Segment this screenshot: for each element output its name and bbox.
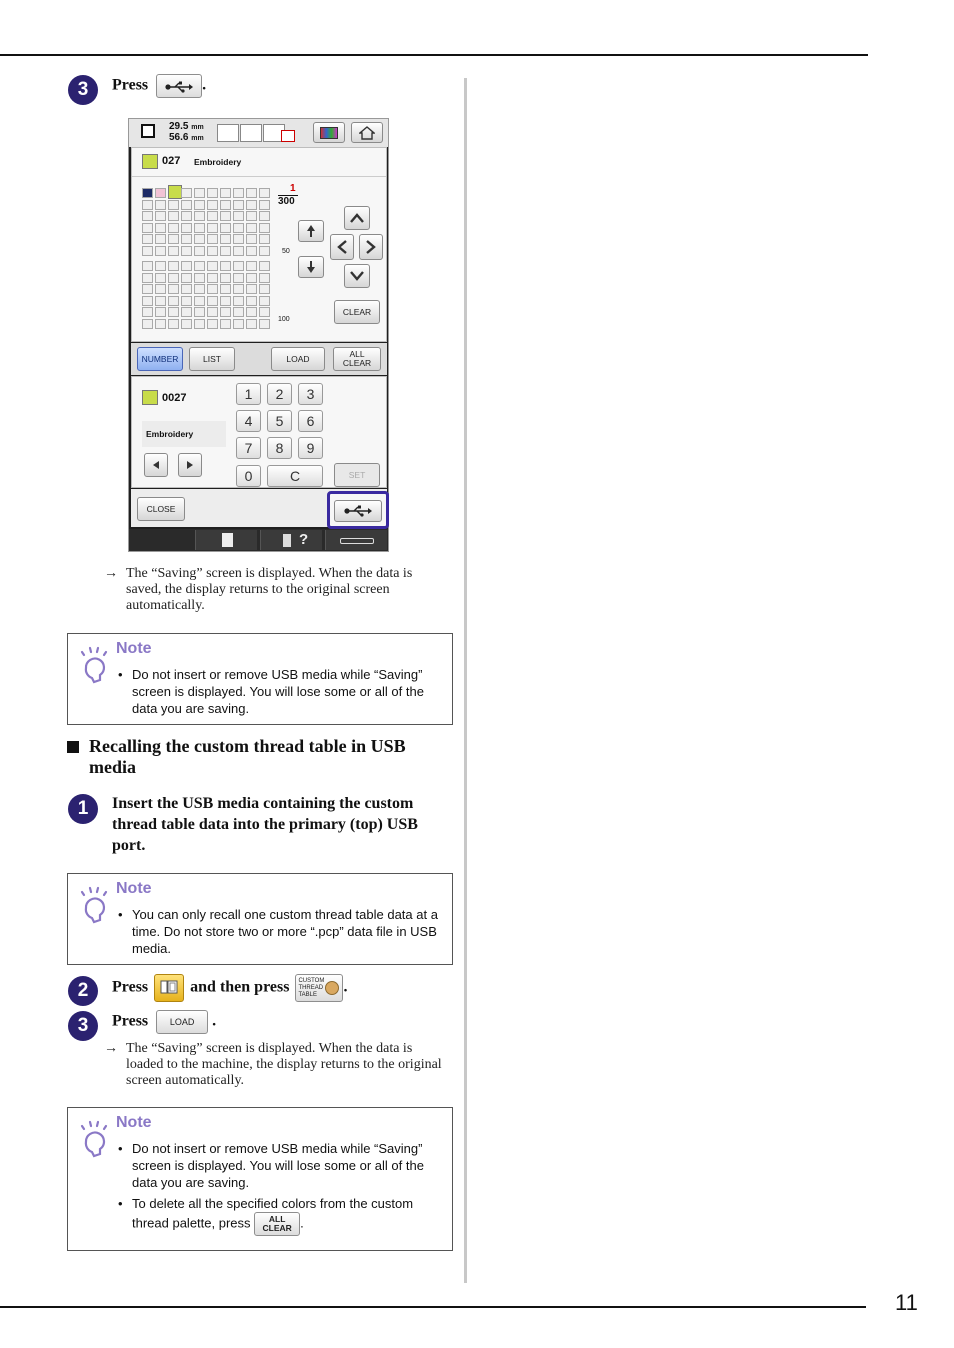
size-icon: [141, 124, 155, 138]
palette-cell[interactable]: [181, 319, 192, 329]
arrow-icon: →: [104, 1041, 118, 1056]
palette-cell[interactable]: [246, 284, 257, 294]
result-1: → The “Saving” screen is displayed. When the data is saved, the display returns to the original screen automatically.: [104, 566, 413, 613]
key-7[interactable]: 7: [236, 437, 261, 459]
palette-cell[interactable]: [181, 246, 192, 256]
tab-bar: [131, 343, 387, 375]
key-9[interactable]: 9: [298, 437, 323, 459]
palette-cell[interactable]: [168, 223, 179, 233]
color-code: 027: [162, 155, 181, 167]
palette-cell[interactable]: [142, 234, 153, 244]
palette-cell[interactable]: [168, 296, 179, 306]
step-2-badge: 2: [68, 976, 98, 1006]
palette-cell[interactable]: [259, 307, 270, 317]
all-clear-button[interactable]: ALL CLEAR: [333, 347, 381, 371]
note-list: [118, 906, 444, 961]
embroidery-icon: [320, 127, 338, 139]
header-rule: [0, 54, 868, 56]
palette-cell[interactable]: [194, 188, 205, 198]
brand-label: Embroidery: [194, 157, 242, 167]
help-icon[interactable]: ?: [260, 530, 322, 550]
palette-cell[interactable]: [233, 319, 244, 329]
screen-top-bar: [129, 119, 388, 147]
palette-cell[interactable]: [220, 261, 231, 271]
note-3: [67, 1107, 453, 1251]
palette-cell[interactable]: [207, 211, 218, 221]
key-8[interactable]: 8: [267, 437, 292, 459]
palette-cell[interactable]: [168, 185, 182, 199]
palette-cell[interactable]: [246, 211, 257, 221]
palette-cell[interactable]: [233, 296, 244, 306]
lightbulb-icon: [78, 646, 110, 686]
palette-cell[interactable]: [168, 200, 179, 210]
dim-height: 29.5 mm: [169, 121, 204, 132]
note-2: [67, 873, 453, 965]
palette-cell[interactable]: [194, 261, 205, 271]
palette-panel: [131, 147, 387, 342]
usb-button-inline: [156, 74, 202, 98]
home-button[interactable]: [351, 122, 383, 143]
palette-cell[interactable]: [168, 307, 179, 317]
palette-cell[interactable]: [220, 223, 231, 233]
embroidery-edit-button[interactable]: [313, 122, 345, 143]
palette-cell[interactable]: [259, 211, 270, 221]
palette-cell[interactable]: [194, 273, 205, 283]
palette-cell[interactable]: [220, 284, 231, 294]
palette-cell[interactable]: [142, 200, 153, 210]
key-0[interactable]: 0: [236, 465, 261, 487]
selected-color-swatch: [142, 154, 158, 169]
page-current: 1: [290, 183, 296, 194]
palette-cell[interactable]: [246, 188, 257, 198]
palette-cell[interactable]: [194, 200, 205, 210]
palette-cell[interactable]: [142, 223, 153, 233]
palette-cell[interactable]: [259, 223, 270, 233]
palette-cell[interactable]: [259, 261, 270, 271]
step-2-instruction: Press and then press CUSTOM THREAD TABLE .: [112, 974, 347, 1002]
page-down-icon: [306, 260, 316, 274]
key-2[interactable]: 2: [267, 383, 292, 405]
usb-icon: [164, 80, 194, 94]
step-3b-badge: 3: [68, 1011, 98, 1041]
entry-brand-field[interactable]: Embroidery: [142, 421, 226, 447]
palette-cell[interactable]: [207, 188, 218, 198]
note-title: Note: [116, 1114, 152, 1131]
palette-cell[interactable]: [155, 188, 166, 198]
palette-cell[interactable]: [155, 234, 166, 244]
presser-foot-icon[interactable]: [325, 530, 387, 550]
palette-cell[interactable]: [142, 246, 153, 256]
number-entry-panel: [131, 376, 387, 488]
entry-color-swatch: [142, 390, 158, 405]
palette-cell[interactable]: [142, 261, 153, 271]
page-down-button[interactable]: [298, 256, 324, 278]
thread-palette-grid[interactable]: [142, 188, 277, 333]
step-3-instruction: [112, 74, 206, 98]
chevron-down-icon: [349, 270, 365, 282]
palette-cell[interactable]: [207, 234, 218, 244]
palette-cell[interactable]: [207, 319, 218, 329]
press-label: Press: [112, 76, 149, 94]
note-list: [118, 666, 444, 721]
palette-cell[interactable]: [168, 234, 179, 244]
palette-cell[interactable]: [155, 261, 166, 271]
palette-cell[interactable]: [220, 273, 231, 283]
palette-cell[interactable]: [142, 273, 153, 283]
palette-cell[interactable]: [181, 284, 192, 294]
palette-cell[interactable]: [233, 200, 244, 210]
palette-cell[interactable]: [233, 307, 244, 317]
home-icon: [359, 126, 375, 140]
note-item: • Do not insert or remove USB media while “Saving” screen is displayed. You will lose some or all of the data you are saving.: [118, 666, 444, 717]
palette-cell[interactable]: [181, 223, 192, 233]
palette-cell[interactable]: [259, 246, 270, 256]
palette-cell[interactable]: [233, 223, 244, 233]
palette-cell[interactable]: [233, 234, 244, 244]
note-list: [118, 1140, 444, 1240]
cursor-down-button[interactable]: [344, 264, 370, 288]
palette-cell[interactable]: [194, 307, 205, 317]
cursor-up-button[interactable]: [344, 206, 370, 230]
step-3b-instruction: Press LOAD .: [112, 1010, 216, 1034]
tab-list[interactable]: LIST: [189, 347, 235, 371]
palette-cell[interactable]: [233, 246, 244, 256]
palette-cell[interactable]: [207, 296, 218, 306]
palette-cell[interactable]: [220, 200, 231, 210]
palette-cell[interactable]: [181, 234, 192, 244]
palette-cell[interactable]: [246, 273, 257, 283]
key-6[interactable]: 6: [298, 410, 323, 432]
palette-cell[interactable]: [155, 307, 166, 317]
palette-cell[interactable]: [220, 307, 231, 317]
palette-cell[interactable]: [233, 261, 244, 271]
palette-cell[interactable]: [259, 296, 270, 306]
cursor-left-button[interactable]: [330, 234, 354, 260]
palette-cell[interactable]: [233, 188, 244, 198]
square-bullet-icon: [67, 741, 79, 753]
palette-cell[interactable]: [246, 319, 257, 329]
dim-width: 56.6 mm: [169, 132, 204, 143]
palette-cell[interactable]: [194, 319, 205, 329]
note-title: Note: [116, 880, 152, 897]
palette-cell[interactable]: [246, 307, 257, 317]
palette-cell[interactable]: [259, 284, 270, 294]
page-total: 300: [278, 196, 295, 207]
machine-screen: [128, 118, 389, 552]
palette-cell[interactable]: [181, 211, 192, 221]
mark-50: 50: [282, 248, 290, 255]
note-item: • Do not insert or remove USB media while “Saving” screen is displayed. You will lose some or all of the data you are saving.: [118, 1140, 444, 1191]
note-item: • To delete all the specified colors from the custom thread palette, press ALL CLEAR .: [118, 1195, 444, 1236]
load-button[interactable]: LOAD: [271, 347, 325, 371]
column-divider: [464, 78, 467, 1283]
palette-cell[interactable]: [142, 284, 153, 294]
step-3-badge: 3: [68, 75, 98, 105]
palette-cell[interactable]: [168, 246, 179, 256]
triangle-left-icon: [151, 460, 161, 470]
palette-cell[interactable]: [233, 211, 244, 221]
palette-cell[interactable]: [259, 319, 270, 329]
palette-cell[interactable]: [181, 307, 192, 317]
close-button[interactable]: CLOSE: [137, 497, 185, 521]
key-3[interactable]: 3: [298, 383, 323, 405]
palette-cell[interactable]: [181, 296, 192, 306]
step-1-instruction: Insert the USB media containing the custom thread table data into the primary (top) USB port.: [112, 795, 418, 854]
palette-cell[interactable]: [194, 246, 205, 256]
page-up-button[interactable]: [298, 220, 324, 242]
palette-cell[interactable]: [246, 234, 257, 244]
note-1: [67, 633, 453, 725]
entry-code: 0027: [162, 392, 187, 404]
key-5[interactable]: 5: [267, 410, 292, 432]
usb-icon: [343, 504, 373, 518]
palette-cell[interactable]: [168, 261, 179, 271]
palette-cell[interactable]: [155, 211, 166, 221]
key-4[interactable]: 4: [236, 410, 261, 432]
lightbulb-icon: [78, 1120, 110, 1160]
custom-thread-table-button-inline: CUSTOM THREAD TABLE: [295, 974, 343, 1002]
mark-100: 100: [278, 316, 290, 323]
palette-cell[interactable]: [142, 188, 153, 198]
palette-cell[interactable]: [233, 284, 244, 294]
period: .: [202, 76, 207, 94]
palette-cell[interactable]: [194, 211, 205, 221]
page-number: 11: [895, 1290, 918, 1315]
palette-cell[interactable]: [168, 284, 179, 294]
palette-cell[interactable]: [181, 261, 192, 271]
lightbulb-icon: [78, 886, 110, 926]
chevron-up-icon: [349, 212, 365, 224]
palette-cell[interactable]: [259, 234, 270, 244]
palette-cell[interactable]: [207, 307, 218, 317]
palette-cell[interactable]: [155, 223, 166, 233]
brand-prev-button[interactable]: [144, 453, 168, 477]
palette-cell[interactable]: [220, 319, 231, 329]
palette-cell[interactable]: [181, 188, 192, 198]
palette-cell[interactable]: [155, 246, 166, 256]
pattern-position-icons[interactable]: [217, 124, 303, 142]
palette-cell[interactable]: [181, 273, 192, 283]
palette-cell[interactable]: [246, 200, 257, 210]
step-1-badge: 1: [68, 794, 98, 824]
palette-cell[interactable]: [259, 188, 270, 198]
palette-cell[interactable]: [220, 211, 231, 221]
bottom-action-bar: [131, 489, 387, 527]
palette-cell[interactable]: [155, 296, 166, 306]
palette-cell[interactable]: [142, 211, 153, 221]
screen-footer: [129, 529, 388, 551]
chevron-right-icon: [365, 239, 377, 255]
arrow-icon: →: [104, 566, 118, 581]
machine-settings-icon: [159, 978, 179, 996]
brand-next-button[interactable]: [178, 453, 202, 477]
chevron-left-icon: [336, 239, 348, 255]
palette-cell[interactable]: [194, 234, 205, 244]
palette-cell[interactable]: [155, 319, 166, 329]
palette-cell[interactable]: [220, 296, 231, 306]
palette-cell[interactable]: [220, 234, 231, 244]
palette-cell[interactable]: [142, 296, 153, 306]
palette-cell[interactable]: [168, 273, 179, 283]
palette-cell[interactable]: [207, 261, 218, 271]
palette-cell[interactable]: [246, 223, 257, 233]
palette-cell[interactable]: [142, 307, 153, 317]
palette-cell[interactable]: [168, 319, 179, 329]
note-title: Note: [116, 640, 152, 657]
palette-cell[interactable]: [246, 296, 257, 306]
key-clear-entry[interactable]: C: [267, 465, 323, 487]
cursor-right-button[interactable]: [359, 234, 383, 260]
palette-cell[interactable]: [207, 200, 218, 210]
palette-cell[interactable]: [207, 273, 218, 283]
palette-cell[interactable]: [194, 223, 205, 233]
clear-button[interactable]: CLEAR: [334, 300, 380, 324]
palette-cell[interactable]: [207, 284, 218, 294]
all-clear-button-inline: ALL CLEAR: [254, 1212, 300, 1236]
triangle-right-icon: [185, 460, 195, 470]
settings-button-inline: [154, 974, 184, 1002]
palette-cell[interactable]: [155, 273, 166, 283]
palette-cell[interactable]: [155, 284, 166, 294]
palette-cell[interactable]: [168, 211, 179, 221]
palette-cell[interactable]: [142, 319, 153, 329]
palette-cell[interactable]: [207, 223, 218, 233]
usb-button-highlight[interactable]: [327, 491, 389, 529]
palette-cell[interactable]: [207, 246, 218, 256]
checklist-icon[interactable]: [195, 530, 257, 550]
usb-button[interactable]: [334, 500, 382, 522]
palette-cell[interactable]: [246, 246, 257, 256]
section-title: Recalling the custom thread table in USB media: [67, 736, 437, 778]
note-item: • You can only recall one custom thread table data at a time. Do not store two or more “.pcp” data file in USB media.: [118, 906, 444, 957]
load-button-inline: LOAD: [156, 1010, 208, 1034]
key-1[interactable]: 1: [236, 383, 261, 405]
palette-cell[interactable]: [155, 200, 166, 210]
page-up-icon: [306, 224, 316, 238]
palette-cell[interactable]: [259, 200, 270, 210]
palette-cell[interactable]: [220, 188, 231, 198]
palette-cell[interactable]: [259, 273, 270, 283]
palette-cell[interactable]: [246, 261, 257, 271]
palette-cell[interactable]: [233, 273, 244, 283]
palette-cell[interactable]: [181, 200, 192, 210]
palette-cell[interactable]: [194, 296, 205, 306]
palette-cell[interactable]: [194, 284, 205, 294]
tab-number[interactable]: NUMBER: [137, 347, 183, 371]
footer-rule: [0, 1306, 866, 1308]
palette-cell[interactable]: [220, 246, 231, 256]
result-2: → The “Saving” screen is displayed. When the data is loaded to the machine, the display returns to the original screen automatically.: [104, 1041, 442, 1088]
set-button[interactable]: SET: [334, 463, 380, 487]
